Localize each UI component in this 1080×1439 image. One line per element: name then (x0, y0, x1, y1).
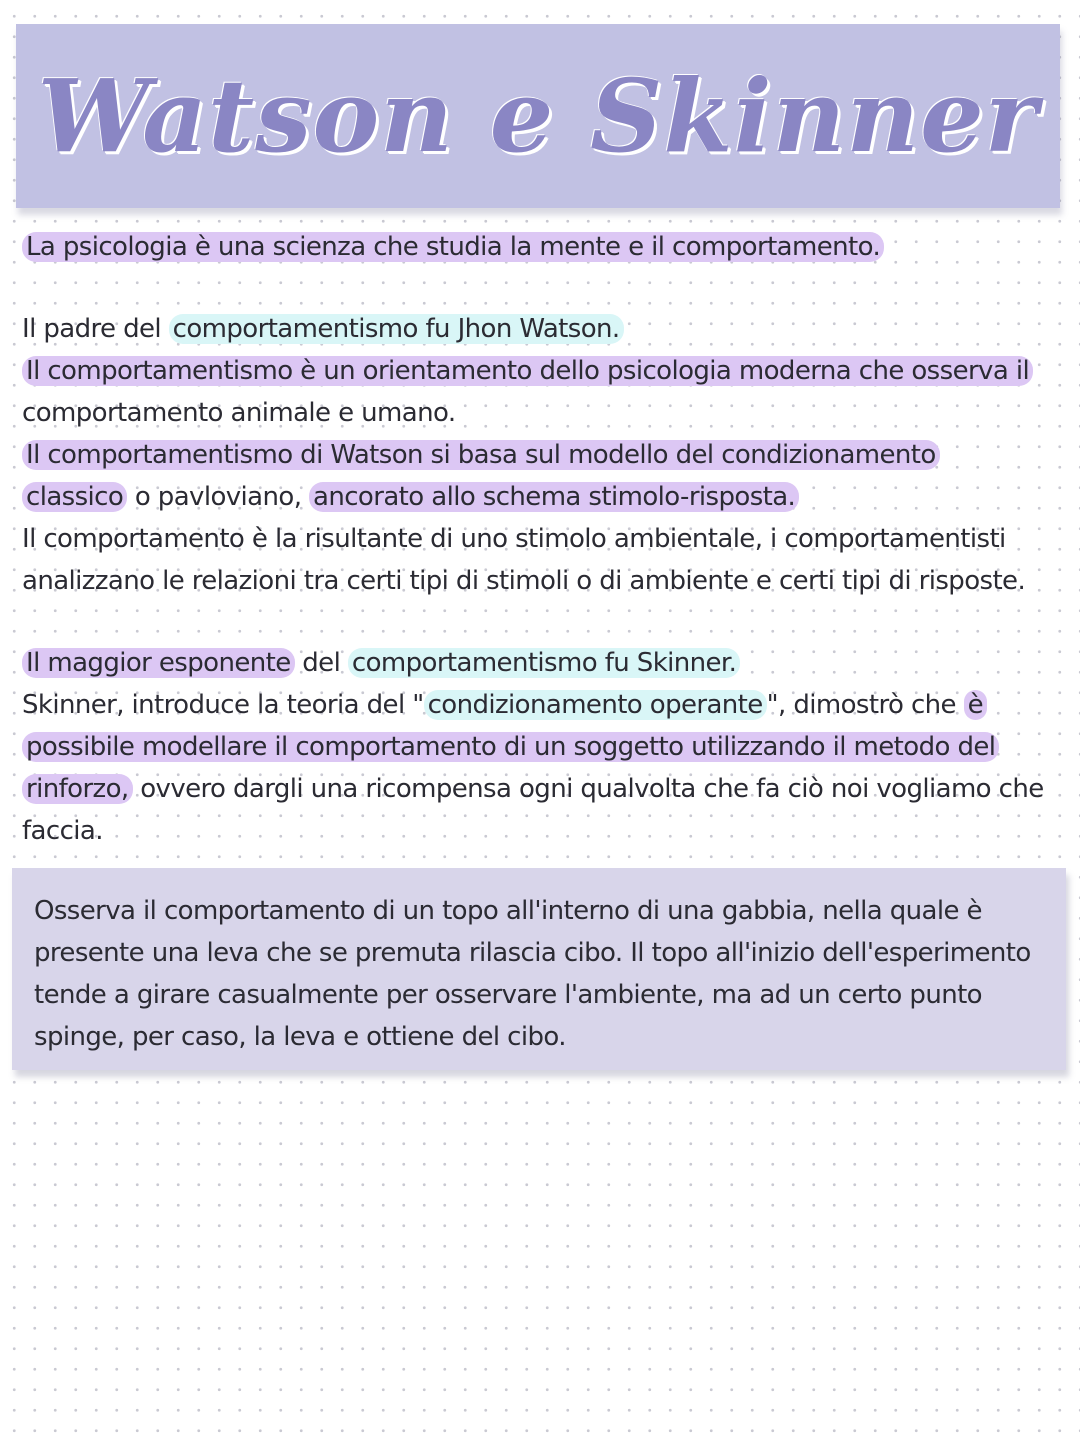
example-line-1: Osserva il comportamento di un topo all'interno di una gabbia, nella quale è (34, 896, 982, 926)
highlight-intro: La psicologia è una scienza che studia la mente e il comportamento. (22, 232, 884, 262)
watson-line-3-text: comportamento animale e umano. (22, 398, 456, 428)
highlight-skinner: comportamentismo fu Skinner. (348, 648, 740, 678)
watson-line-6-text: Il comportamento è la risultante di uno stimolo ambientale, i comportamentisti (22, 524, 1006, 554)
paragraph-gap (22, 602, 1070, 642)
example-text (34, 890, 1054, 1058)
skinner-line-5-text: faccia. (22, 816, 103, 846)
example-line-4: spinge, per caso, la leva e ottiene del cibo. (34, 1022, 566, 1052)
highlight-modellare: possibile modellare il comportamento di un soggetto utilizzando il metodo del (22, 732, 999, 762)
watson-line-1 (22, 308, 1070, 350)
highlight-condizionamento-operante: condizionamento operante (424, 690, 767, 720)
watson-line-1-prefix: Il padre del (22, 314, 169, 344)
highlight-e: è (964, 690, 987, 720)
skinner-line-1-middle: del (294, 648, 348, 678)
highlight-rinforzo: rinforzo, (22, 774, 133, 804)
paragraph-gap (22, 268, 1070, 308)
highlight-stimolo-risposta: ancorato allo schema stimolo-risposta. (309, 482, 799, 512)
title-banner (16, 24, 1060, 208)
watson-line-5-middle: o pavloviano, (127, 482, 310, 512)
example-line-2: presente una leva che se premuta rilascia cibo. Il topo all'inizio dell'esperimento (34, 938, 1031, 968)
watson-line-3 (22, 392, 1070, 434)
notes-body (22, 226, 1070, 852)
watson-line-2 (22, 350, 1070, 392)
watson-line-7-text: analizzano le relazioni tra certi tipi di stimoli o di ambiente e certi tipi di risposte. (22, 566, 1026, 596)
highlight-watson-model: Il comportamentismo di Watson si basa sul modello del condizionamento (22, 440, 940, 470)
watson-line-5 (22, 476, 1070, 518)
skinner-line-2 (22, 684, 1070, 726)
example-box (12, 868, 1066, 1070)
skinner-line-4-rest: ovvero dargli una ricompensa ogni qualvolta che fa ciò noi vogliamo che (132, 774, 1044, 804)
watson-line-6 (22, 518, 1070, 560)
watson-line-4 (22, 434, 1070, 476)
highlight-watson-father: comportamentismo fu Jhon Watson. (169, 314, 624, 344)
highlight-classico: classico (22, 482, 127, 512)
highlight-behaviorism-definition: Il comportamentismo è un orientamento dello psicologia moderna che osserva il (22, 356, 1033, 386)
skinner-line-2-middle: ", dimostrò che (766, 690, 964, 720)
skinner-line-4 (22, 768, 1070, 810)
skinner-line-1 (22, 642, 1070, 684)
intro-line (22, 226, 1070, 268)
skinner-line-3 (22, 726, 1070, 768)
skinner-line-5 (22, 810, 1070, 852)
watson-line-7 (22, 560, 1070, 602)
example-line-3: tende a girare casualmente per osservare l'ambiente, ma ad un certo punto (34, 980, 982, 1010)
skinner-line-2-prefix: Skinner, introduce la teoria del " (22, 690, 424, 720)
highlight-maggior-esponente: Il maggior esponente (22, 648, 295, 678)
page-title: Watson e Skinner (37, 57, 1039, 175)
